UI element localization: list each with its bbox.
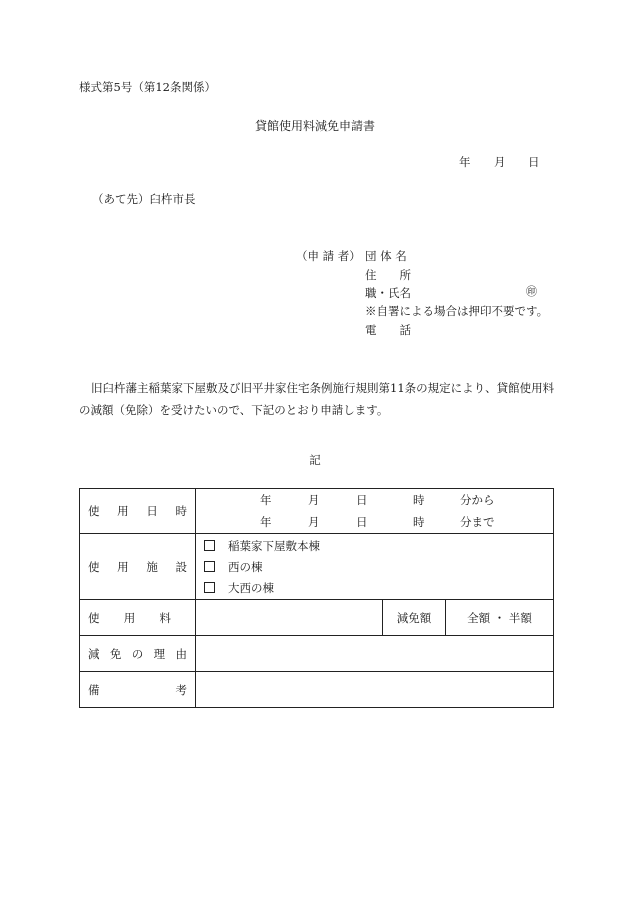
reason-field[interactable]: [196, 636, 554, 672]
to-minute: 分まで: [460, 515, 495, 529]
facility-option-label: 大西の棟: [228, 580, 274, 595]
header-char: 施: [146, 559, 158, 574]
document-title: 貸館使用料減免申請書: [254, 119, 375, 133]
from-day: 日: [356, 493, 368, 507]
header-char: 時: [175, 504, 187, 518]
header-char: 理: [153, 646, 166, 661]
facility-options: [196, 534, 554, 600]
header-char: 設: [175, 559, 187, 574]
header-char: 備: [88, 682, 100, 697]
checkbox-icon[interactable]: [204, 561, 215, 572]
from-hour: 時: [413, 493, 425, 507]
header-char: 由: [175, 646, 187, 661]
group-name-label: 団 体 名: [365, 249, 407, 263]
from-minute: 分から: [460, 493, 495, 507]
ki-heading: 記: [309, 453, 321, 467]
to-year: 年: [260, 515, 272, 529]
reduction-amount-label: 減免額: [383, 600, 446, 636]
addressee: （あて先）臼杵市長: [92, 192, 196, 206]
to-hour: 時: [413, 515, 425, 529]
to-month: 月: [308, 515, 320, 529]
header-char: の: [131, 646, 144, 661]
header-char: 用: [117, 559, 129, 574]
date-year: 年: [459, 155, 471, 169]
usage-datetime-header: [80, 489, 196, 534]
checkbox-icon[interactable]: [204, 540, 215, 551]
from-month: 月: [308, 493, 320, 507]
facility-row: [80, 534, 554, 600]
remarks-row: [80, 672, 554, 708]
date-month: 月: [494, 155, 506, 169]
header-char: 用: [123, 610, 136, 625]
facility-option[interactable]: [196, 556, 553, 577]
applicant-label: （申 請 者）: [296, 249, 361, 263]
details-table: [79, 488, 554, 708]
checkbox-icon[interactable]: [204, 582, 215, 593]
header-char: 免: [109, 646, 122, 661]
fee-row: [80, 600, 554, 636]
form-number: 様式第5号（第12条関係）: [79, 80, 216, 94]
from-year: 年: [260, 493, 272, 507]
header-char: 日: [146, 504, 158, 518]
datetime-to-line: [196, 511, 553, 533]
facility-option-label: 西の棟: [228, 559, 263, 574]
fee-header: [80, 600, 196, 636]
header-char: 減: [88, 646, 100, 661]
position-name-label: 職・氏名: [365, 286, 411, 300]
header-char: 用: [117, 504, 129, 518]
facility-header: [80, 534, 196, 600]
reason-header: [80, 636, 196, 672]
reason-row: [80, 636, 554, 672]
remarks-field[interactable]: [196, 672, 554, 708]
seal-note: ※自署による場合は押印不要です。: [365, 304, 549, 318]
remarks-header: [80, 672, 196, 708]
fee-field[interactable]: [196, 600, 383, 636]
reduction-options[interactable]: 全額 ・ 半額: [446, 600, 554, 636]
header-char: 料: [159, 610, 171, 625]
to-day: 日: [356, 515, 368, 529]
request-body-text: 旧臼杵藩主稲葉家下屋敷及び旧平井家住宅条例施行規則第11条の規定により、貸館使用料の減額（免除）を受けたいので、下記のとおり申請します。: [79, 381, 555, 417]
header-char: 使: [88, 504, 100, 518]
date-day: 日: [528, 155, 540, 169]
usage-datetime-field[interactable]: [196, 489, 554, 534]
facility-option[interactable]: [196, 535, 553, 556]
usage-datetime-row: [80, 489, 554, 534]
address-label: 住 所: [365, 268, 411, 282]
header-char: 使: [88, 610, 100, 625]
header-char: 考: [175, 682, 187, 697]
facility-option-label: 稲葉家下屋敷本棟: [228, 538, 320, 553]
facility-option[interactable]: [196, 577, 553, 598]
header-char: 使: [88, 559, 100, 574]
phone-label: 電 話: [365, 323, 411, 337]
seal-icon: ㊞: [526, 285, 537, 298]
datetime-from-line: [196, 489, 553, 511]
